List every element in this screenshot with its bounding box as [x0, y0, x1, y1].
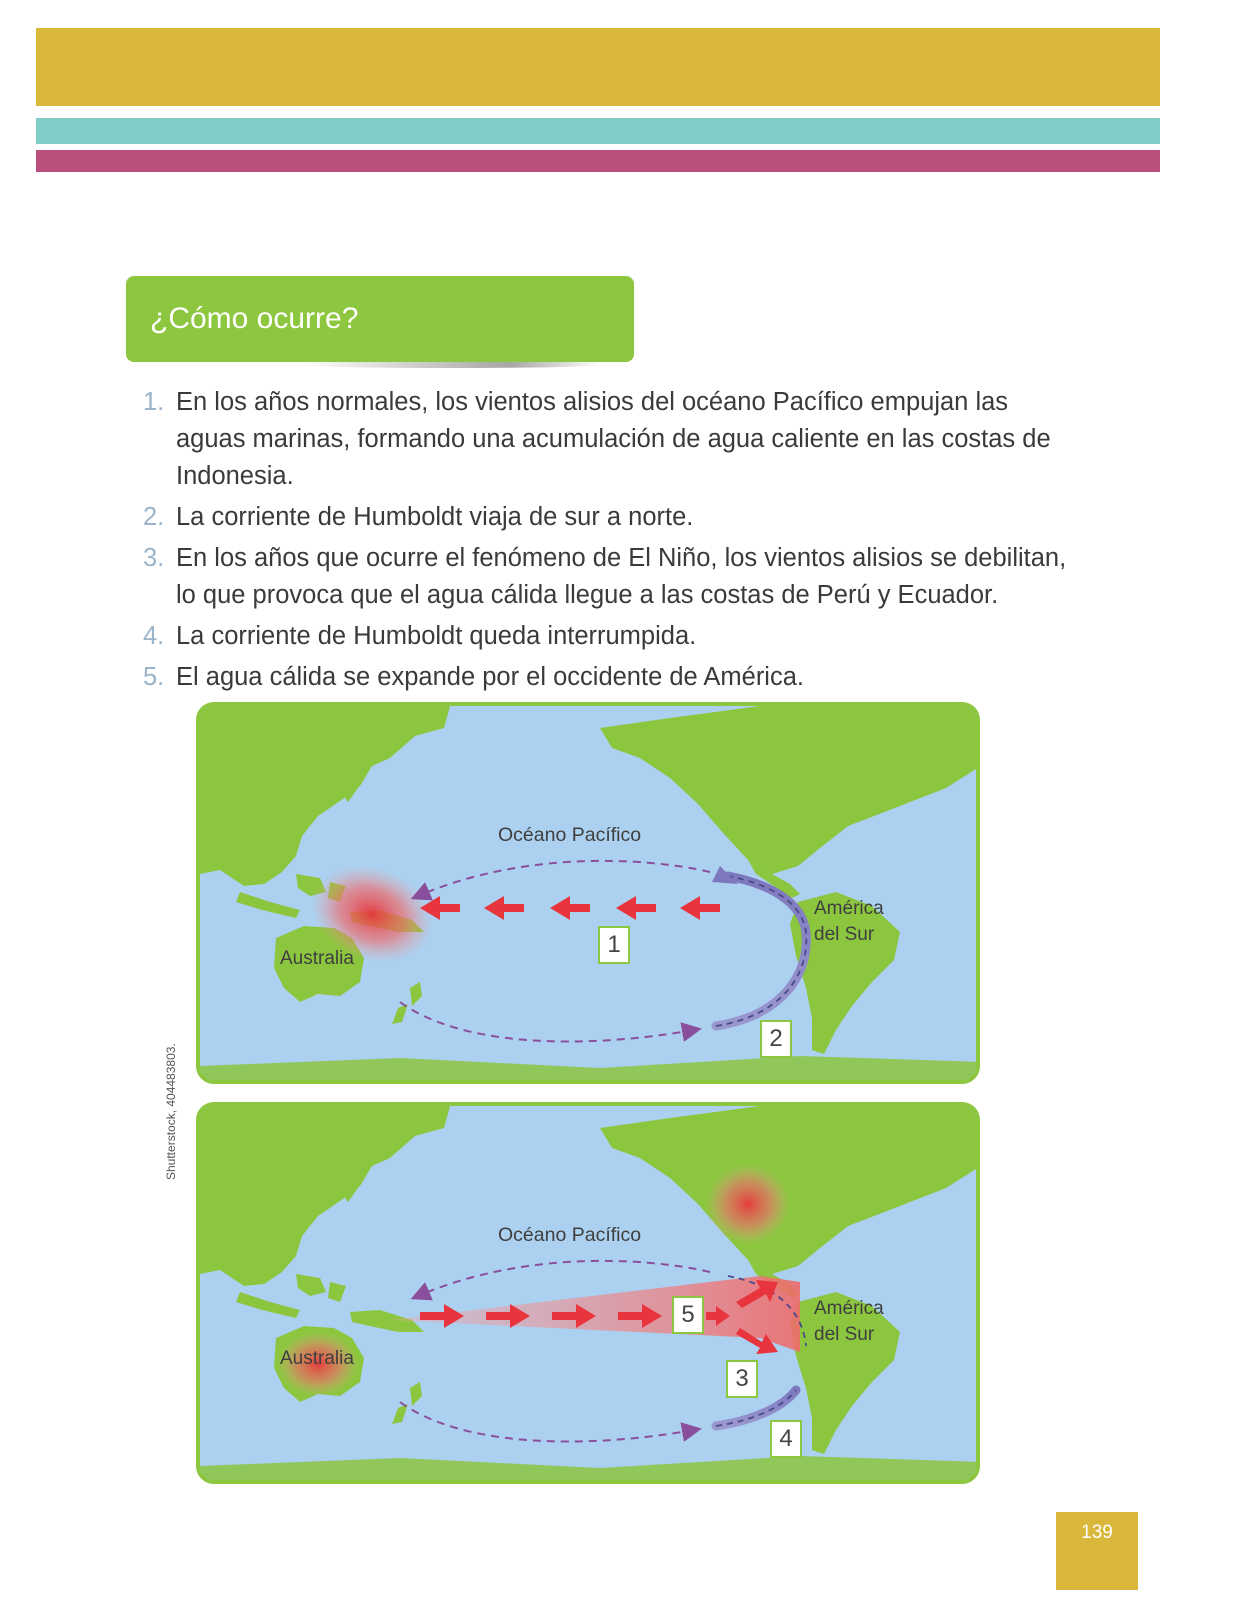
step-number: 4. — [143, 622, 165, 650]
trade-wind-arrows — [420, 896, 720, 920]
page-number: 139 — [1056, 1512, 1138, 1590]
marker-1: 1 — [598, 926, 630, 964]
humboldt-current — [716, 876, 806, 1026]
step-text: El agua cálida se expande por el occidente de América. — [176, 663, 804, 691]
step-number: 3. — [143, 544, 165, 572]
step-item — [143, 540, 1073, 614]
step-number: 2. — [143, 503, 165, 531]
label-south-america-line2: del Sur — [814, 924, 875, 945]
label-australia: Australia — [280, 1348, 354, 1369]
heading-shadow — [300, 362, 600, 368]
step-number: 5. — [143, 663, 165, 691]
circulation-loop-top — [418, 861, 710, 896]
label-pacific-ocean: Océano Pacífico — [498, 1224, 642, 1246]
step-text: En los años que ocurre el fenómeno de El Niño, los vientos alisios se debilitan, lo que provoca que el agua cálida llegue a las costas de Perú y Ecuador. — [176, 544, 1067, 609]
label-south-america-line1: América — [814, 1298, 884, 1319]
step-item — [143, 384, 1073, 495]
label-south-america-line1: América — [814, 898, 884, 919]
land-asia — [200, 706, 450, 886]
circulation-loop-bottom — [400, 1002, 694, 1042]
step-text: La corriente de Humboldt viaja de sur a norte. — [176, 503, 694, 531]
header-band-pink — [36, 150, 1160, 172]
label-australia: Australia — [280, 948, 354, 969]
marker-3: 3 — [726, 1360, 758, 1398]
step-item — [143, 618, 1073, 655]
step-text: En los años normales, los vientos alisios del océano Pacífico empujan las aguas marinas, formando una acumulación de agua caliente en las costas de Indonesia. — [176, 388, 1051, 490]
hotspot-north-america — [706, 1164, 790, 1244]
map-el-nino-illustration — [200, 1106, 980, 1484]
step-number: 1. — [143, 388, 165, 416]
section-heading: ¿Cómo ocurre? — [126, 276, 634, 362]
marker-2: 2 — [760, 1020, 792, 1058]
land-indonesia — [236, 892, 300, 918]
steps-list — [143, 384, 1073, 700]
marker-4: 4 — [770, 1420, 802, 1458]
photo-credit: Shutterstock, 404483803. — [164, 1043, 178, 1180]
map-normal-illustration — [200, 706, 980, 1084]
marker-5: 5 — [672, 1296, 704, 1334]
header-band-yellow — [36, 28, 1160, 106]
label-south-america-line2: del Sur — [814, 1324, 875, 1345]
label-pacific-ocean: Océano Pacífico — [498, 824, 642, 846]
map-el-nino-years — [196, 1102, 980, 1484]
map-normal-years — [196, 702, 980, 1084]
step-item — [143, 659, 1073, 696]
land-north-america — [600, 706, 980, 874]
step-text: La corriente de Humboldt queda interrumpida. — [176, 622, 697, 650]
step-item — [143, 499, 1073, 536]
header-band-teal — [36, 118, 1160, 144]
